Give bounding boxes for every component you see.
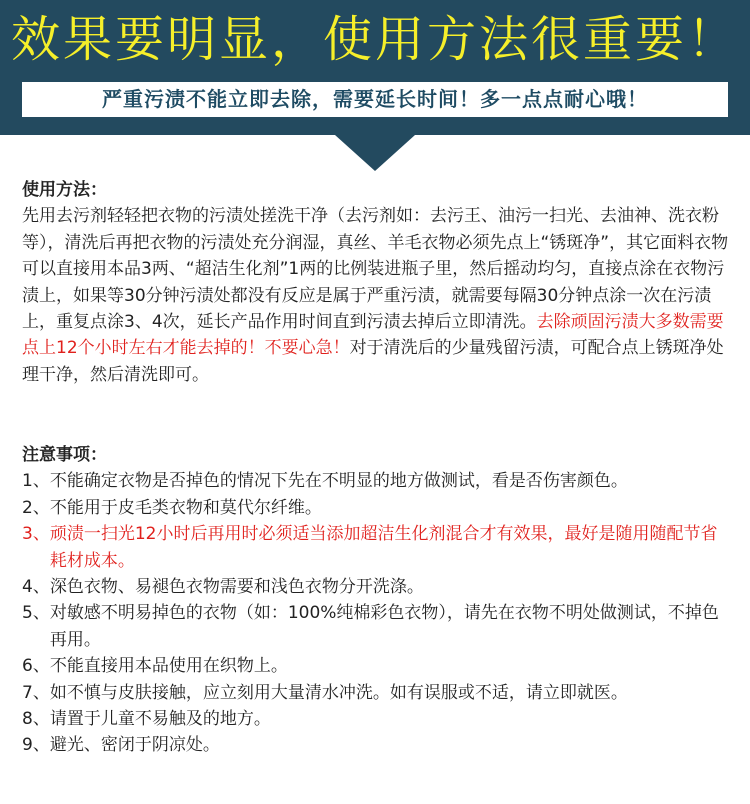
notes-item-number: 2、 (22, 497, 50, 518)
notes-item-number: 6、 (22, 656, 50, 677)
banner-title: 效果要明显，使用方法很重要！ (10, 11, 739, 68)
notes-item-text: 深色衣物、易褪色衣物需要和浅色衣物分开洗涤。 (49, 577, 424, 598)
notes-item-text: 对敏感不明易掉色的衣物（如：100%纯棉彩色衣物），请先在衣物不明处做测试，不掉色再用。 (49, 603, 719, 650)
notes-item (22, 574, 732, 600)
notes-item-highlighted (22, 521, 732, 574)
notes-item (22, 680, 732, 706)
notes-item-number: 3、 (22, 524, 50, 545)
notes-item (22, 732, 732, 758)
notes-item-number: 5、 (22, 603, 50, 624)
notes-item-text: 请置于儿童不易触及的地方。 (49, 709, 271, 730)
header-banner (0, 0, 750, 135)
notes-item-text: 顽渍一扫光12小时后再用时必须适当添加超洁生化剂混合才有效果，最好是随用随配节省耗材成本。 (49, 524, 718, 571)
notes-item-text: 避光、密闭于阴凉处。 (49, 735, 220, 756)
notes-item-text: 如不慎与皮肤接触，应立刻用大量清水冲洗。如有误服或不适，请立即就医。 (49, 682, 628, 703)
banner-pointer-arrow (335, 135, 415, 171)
notes-list (22, 468, 732, 758)
notes-item (22, 706, 732, 732)
notes-item-text: 不能确定衣物是否掉色的情况下先在不明显的地方做测试，看是否伤害颜色。 (49, 471, 628, 492)
notes-item-number: 4、 (22, 577, 50, 598)
usage-paragraph (22, 203, 732, 388)
notes-item (22, 600, 732, 653)
notes-item-number: 9、 (22, 735, 50, 756)
usage-text-part2: 对于清洗后的少量残留污渍，可配合点上锈斑净处理干净，然后清洗即可。 (22, 338, 724, 385)
notes-item-text: 不能用于皮毛类衣物和莫代尔纤维。 (49, 497, 322, 518)
notes-item-number: 8、 (22, 709, 50, 730)
banner-subtitle: 严重污渍不能立即去除，需要延长时间！多一点点耐心哦！ (22, 82, 728, 117)
notes-item (22, 495, 732, 521)
usage-heading: 使用方法： (22, 180, 107, 200)
notes-item-number: 1、 (22, 471, 50, 492)
notes-item-number: 7、 (22, 682, 50, 703)
usage-section (22, 177, 732, 388)
usage-text-highlight: 去除顽固污渍大多数需要点上12个小时左右才能去掉的！不要心急！ (22, 312, 724, 359)
notes-heading: 注意事项： (22, 445, 107, 465)
notes-item (22, 468, 732, 494)
notes-section (22, 442, 732, 759)
notes-item-text: 不能直接用本品使用在织物上。 (49, 656, 288, 677)
notes-item (22, 653, 732, 679)
usage-text-part1: 先用去污剂轻轻把衣物的污渍处搓洗干净（去污剂如：去污王、油污一扫光、去油神、洗衣粉等），清洗后再把衣物的污渍处充分润湿，真丝、羊毛衣物必须先点上“锈斑净”，其它面料衣物可以直接用本品3两、“超洁生化剂”1两的比例装进瓶子里，然后摇动均匀，直接点涂在衣物污渍上，如果等30分钟污渍处都没有反应是属于严重污渍，就需要每隔30分钟点涂一次在污渍上，重复点涂3、4次，延长产品作用时间直到污渍去掉后立即清洗。 (22, 206, 729, 333)
